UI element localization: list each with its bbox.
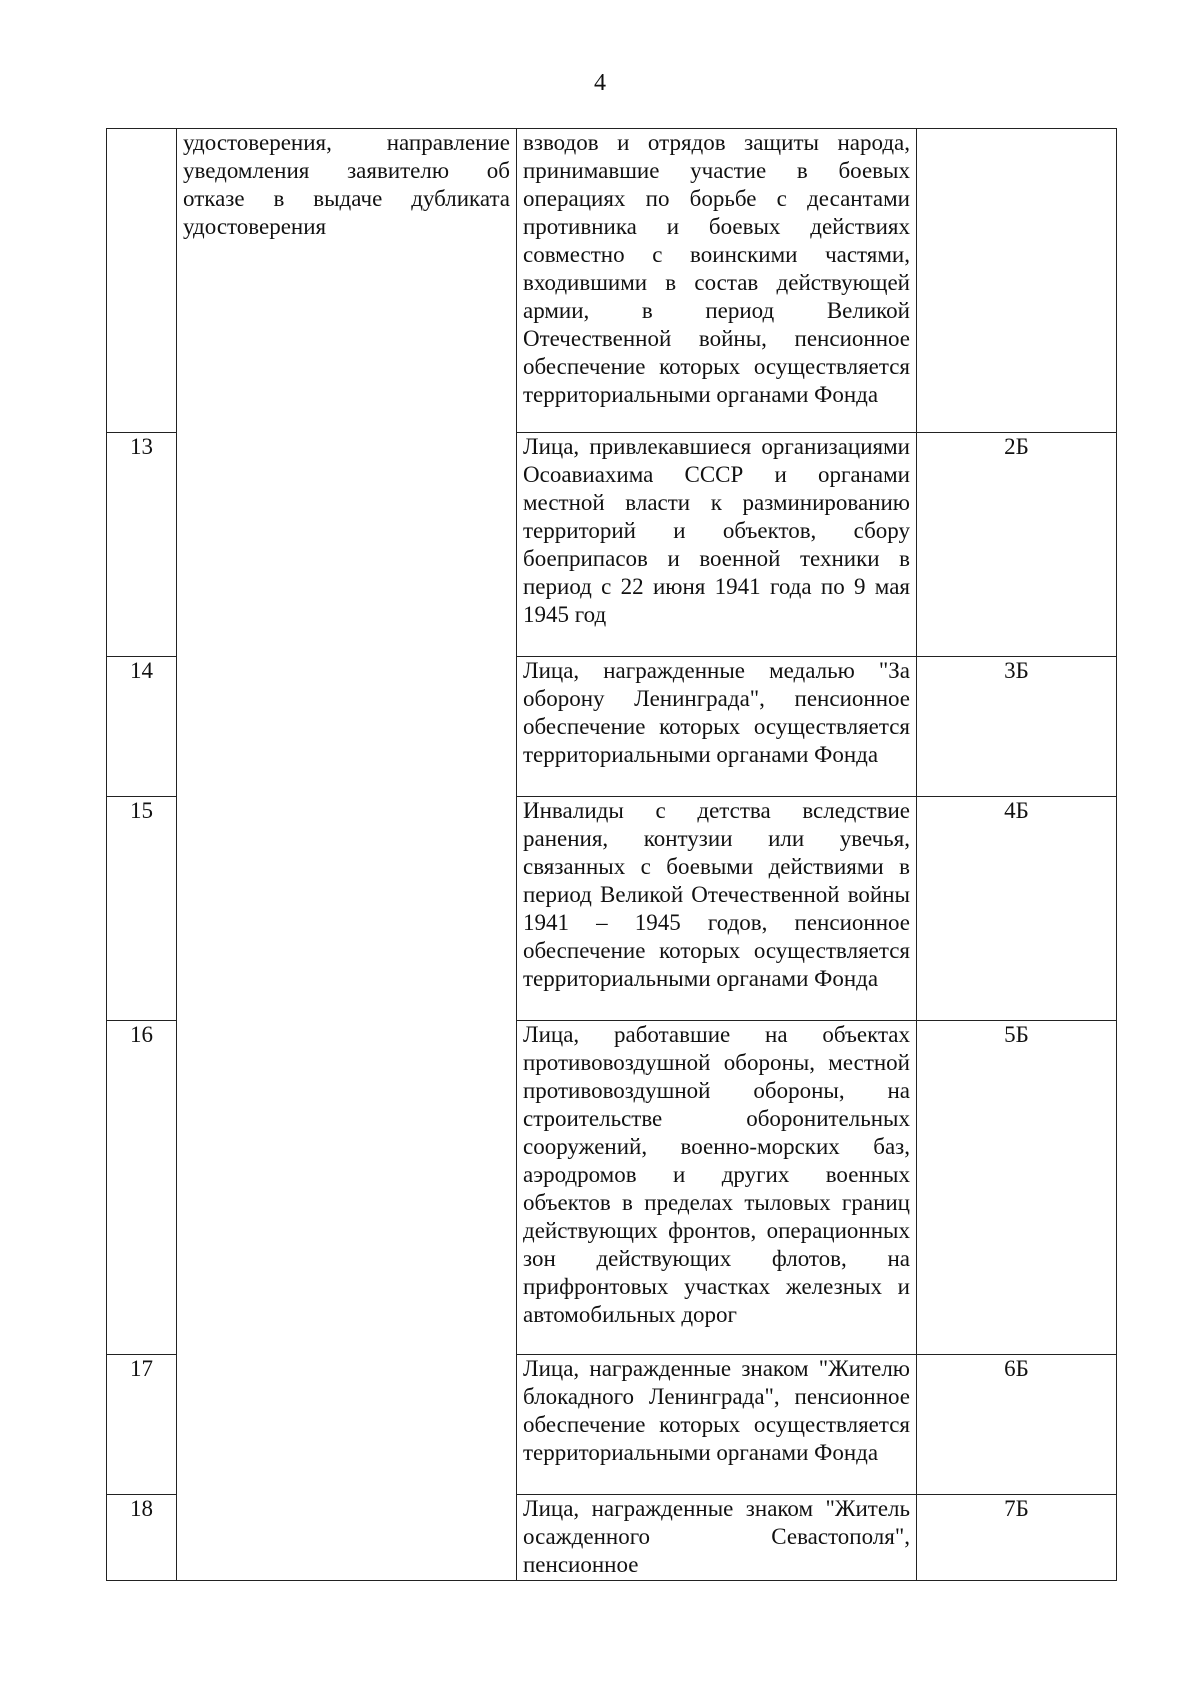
row-number: 18 bbox=[107, 1495, 177, 1581]
category-text: Лица, награжденные медалью "За оборону Ленинграда", пенсионное обеспечение которых осуществляется территориальными органами Фонда bbox=[517, 657, 917, 797]
procedure-description: удостоверения, направление уведомления заявителю об отказе в выдаче дубликата удостоверения bbox=[177, 129, 517, 1581]
category-code: 6Б bbox=[917, 1355, 1117, 1495]
category-code: 3Б bbox=[917, 657, 1117, 797]
row-number: 13 bbox=[107, 433, 177, 657]
row-number: 15 bbox=[107, 797, 177, 1021]
category-code: 7Б bbox=[917, 1495, 1117, 1581]
category-text: Лица, награжденные знаком "Жителю блокадного Ленинграда", пенсионное обеспечение которых осуществляется территориальными органами Фонда bbox=[517, 1355, 917, 1495]
category-text: взводов и отрядов защиты народа, принимавшие участие в боевых операциях по борьбе с десантами противника и боевых действиях совместно с воинскими частями, входившими в состав действующей армии, в период Великой Отечественной войны, пенсионное обеспечение которых осуществляется территориальными органами Фонда bbox=[517, 129, 917, 433]
table-row bbox=[107, 129, 1117, 433]
benefits-table bbox=[106, 128, 1117, 1581]
category-text: Лица, работавшие на объектах противовоздушной обороны, местной противовоздушной обороны, на строительстве оборонительных сооружений, военно-морских баз, аэродромов и других военных объектов в пределах тыловых границ действующих фронтов, операционных зон действующих флотов, на прифронтовых участках железных и автомобильных дорог bbox=[517, 1021, 917, 1355]
category-text: Инвалиды с детства вследствие ранения, контузии или увечья, связанных с боевыми действиями в период Великой Отечественной войны 1941 – 1945 годов, пенсионное обеспечение которых осуществляется территориальными органами Фонда bbox=[517, 797, 917, 1021]
page-number: 4 bbox=[594, 70, 606, 96]
category-code bbox=[917, 129, 1117, 433]
category-code: 4Б bbox=[917, 797, 1117, 1021]
row-number: 14 bbox=[107, 657, 177, 797]
category-code: 5Б bbox=[917, 1021, 1117, 1355]
category-text: Лица, привлекавшиеся организациями Осоавиахима СССР и органами местной власти к разминированию территорий и объектов, сбору боеприпасов и военной техники в период с 22 июня 1941 года по 9 мая 1945 год bbox=[517, 433, 917, 657]
row-number: 16 bbox=[107, 1021, 177, 1355]
row-number bbox=[107, 129, 177, 433]
row-number: 17 bbox=[107, 1355, 177, 1495]
category-text: Лица, награжденные знаком "Житель осажденного Севастополя", пенсионное bbox=[517, 1495, 917, 1581]
category-code: 2Б bbox=[917, 433, 1117, 657]
